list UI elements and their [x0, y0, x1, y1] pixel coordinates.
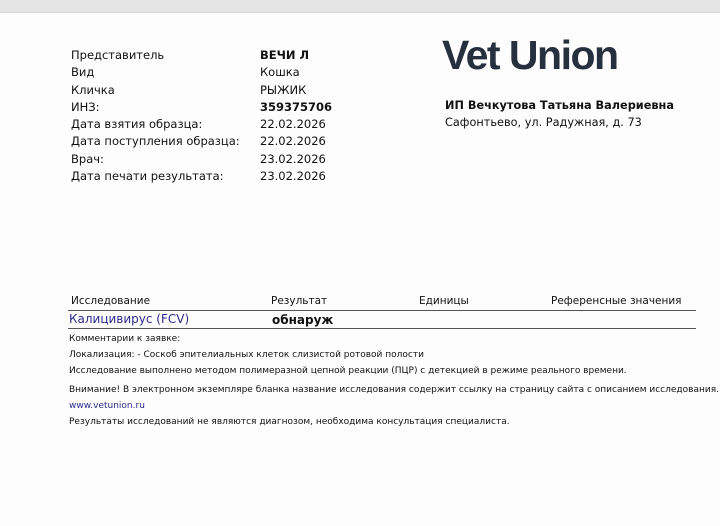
header-test: Исследование — [71, 295, 151, 307]
attention-note: Внимание! В электронном экземпляре бланка название исследования содержит ссылку на страницу сайта с описанием исследования. — [69, 385, 719, 395]
disclaimer-note: Результаты исследований не являются диагнозом, необходима консультация специалиста. — [69, 417, 510, 427]
header-units: Единицы — [419, 295, 469, 307]
info-value: 23.02.2026 — [260, 151, 326, 166]
clinic-name: ИП Вечкутова Татьяна Валериевна — [445, 99, 674, 112]
info-label: Кличка — [71, 82, 115, 97]
info-value: РЫЖИК — [260, 82, 307, 97]
info-label: Дата взятия образца: — [71, 117, 203, 132]
info-label: Дата поступления образца: — [71, 134, 240, 149]
info-value: 359375706 — [260, 99, 333, 114]
table-row — [68, 312, 696, 329]
info-value: Кошка — [260, 65, 300, 80]
test-name-link[interactable]: Калицивирус (FCV) — [69, 312, 190, 326]
website-link[interactable]: www.vetunion.ru — [69, 401, 145, 411]
top-bar — [0, 0, 720, 13]
method-note: Исследование выполнено методом полимеразной цепной реакции (ПЦР) с детекцией в режиме реального времени. — [69, 366, 627, 376]
info-label: Представитель — [71, 48, 165, 62]
info-label: ИНЗ: — [71, 99, 100, 114]
info-value: 23.02.2026 — [260, 169, 326, 184]
info-label: Вид — [71, 65, 95, 80]
info-value: 22.02.2026 — [260, 134, 326, 149]
vet-union-logo: Vet Union — [442, 32, 618, 78]
clinic-info — [445, 97, 674, 131]
notes-section — [69, 331, 719, 430]
localization-note: Локализация: - Соскоб эпителиальных клеток слизистой ротовой полости — [69, 350, 424, 360]
test-result: обнаруж — [272, 313, 334, 327]
info-value: ВЕЧИ Л — [260, 48, 310, 62]
info-value: 22.02.2026 — [260, 117, 326, 132]
header-result: Результат — [271, 295, 328, 307]
info-label: Дата печати результата: — [71, 169, 224, 184]
results-table-header — [68, 295, 696, 311]
comments-label: Комментарии к заявке: — [69, 334, 181, 344]
clinic-address: Сафонтьево, ул. Радужная, д. 73 — [445, 116, 642, 129]
header-reference: Референсные значения — [551, 295, 682, 307]
info-label: Врач: — [71, 151, 104, 166]
